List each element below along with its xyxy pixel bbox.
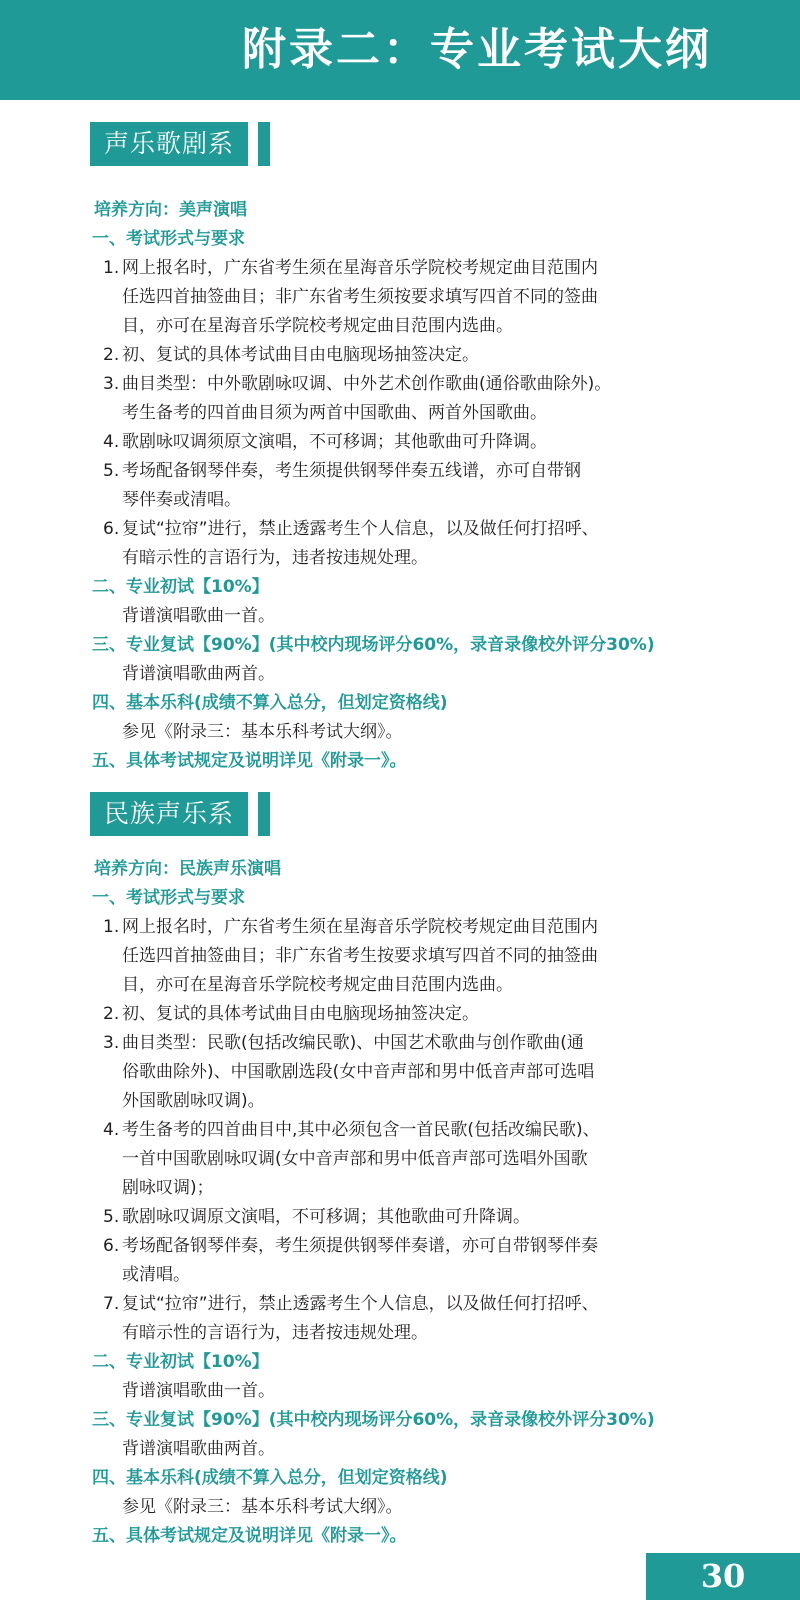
item-number: 6.	[103, 1236, 120, 1256]
item-number: 5.	[103, 1207, 120, 1227]
item-text: 一首中国歌剧咏叹调(女中音声部和男中低音声部可选唱外国歌	[122, 1149, 588, 1169]
item-text: 考生备考的四首曲目须为两首中国歌曲、两首外国歌曲。	[122, 403, 547, 423]
item-number: 3.	[103, 1033, 120, 1053]
heading-exam-rules: 五、具体考试规定及说明详见《附录一》。	[92, 1526, 407, 1546]
item-text: 俗歌曲除外)、中国歌剧选段(女中音声部和男中低音声部可选唱	[122, 1062, 595, 1082]
item-text: 复试“拉帘”进行，禁止透露考生个人信息，以及做任何打招呼、	[122, 1294, 599, 1314]
item-number: 4.	[103, 1120, 120, 1140]
item-text: 网上报名时，广东省考生须在星海音乐学院校考规定曲目范围内	[122, 917, 598, 937]
item-number: 4.	[103, 432, 120, 452]
item-text: 外国歌剧咏叹调)。	[122, 1091, 265, 1111]
item-text: 剧咏叹调)；	[122, 1178, 214, 1198]
page-number: 30	[646, 1553, 800, 1600]
list-item	[0, 255, 800, 339]
item-text: 有暗示性的言语行为，违者按违规处理。	[122, 548, 428, 568]
item-text: 有暗示性的言语行为，违者按违规处理。	[122, 1323, 428, 1343]
preliminary-exam-text: 背谱演唱歌曲一首。	[122, 1381, 275, 1401]
list-item	[0, 1117, 800, 1201]
training-direction: 培养方向：美声演唱	[94, 200, 247, 220]
item-number: 3.	[103, 374, 120, 394]
list-item	[0, 342, 800, 368]
list-item	[0, 458, 800, 513]
item-number: 1.	[103, 917, 120, 937]
item-text: 歌剧咏叹调须原文演唱，不可移调；其他歌曲可升降调。	[122, 432, 547, 452]
department-title: 声乐歌剧系	[90, 122, 248, 166]
list-item	[0, 429, 800, 455]
item-text: 考场配备钢琴伴奏，考生须提供钢琴伴奏五线谱，亦可自带钢	[122, 461, 581, 481]
department-title: 民族声乐系	[90, 792, 248, 836]
heading-exam-rules: 五、具体考试规定及说明详见《附录一》。	[92, 751, 407, 771]
item-number: 1.	[103, 258, 120, 278]
list-item	[0, 1233, 800, 1288]
list-item	[0, 371, 800, 426]
heading-preliminary-exam: 二、专业初试【10%】	[92, 1352, 269, 1372]
list-item	[0, 914, 800, 998]
item-text: 曲目类型：中外歌剧咏叹调、中外艺术创作歌曲(通俗歌曲除外)。	[122, 374, 612, 394]
final-exam-text: 背谱演唱歌曲两首。	[122, 664, 275, 684]
basic-music-text: 参见《附录三：基本乐科考试大纲》。	[122, 722, 403, 742]
item-text: 初、复试的具体考试曲目由电脑现场抽签决定。	[122, 1004, 479, 1024]
page-header	[0, 0, 800, 100]
preliminary-exam-text: 背谱演唱歌曲一首。	[122, 606, 275, 626]
heading-exam-format: 一、考试形式与要求	[92, 229, 245, 249]
list-item	[0, 1030, 800, 1114]
item-text: 歌剧咏叹调原文演唱，不可移调；其他歌曲可升降调。	[122, 1207, 530, 1227]
final-exam-text: 背谱演唱歌曲两首。	[122, 1439, 275, 1459]
list-item	[0, 516, 800, 571]
basic-music-text: 参见《附录三：基本乐科考试大纲》。	[122, 1497, 403, 1517]
heading-exam-format: 一、考试形式与要求	[92, 888, 245, 908]
item-text: 或清唱。	[122, 1265, 190, 1285]
heading-final-exam: 三、专业复试【90%】(其中校内现场评分60%，录音录像校外评分30%)	[92, 1410, 655, 1430]
list-item	[0, 1204, 800, 1230]
item-text: 考生备考的四首曲目中,其中必须包含一首民歌(包括改编民歌)、	[122, 1120, 600, 1140]
training-direction: 培养方向：民族声乐演唱	[94, 859, 281, 879]
department-tag-bar	[258, 122, 270, 166]
item-text: 复试“拉帘”进行，禁止透露考生个人信息，以及做任何打招呼、	[122, 519, 599, 539]
item-text: 网上报名时，广东省考生须在星海音乐学院校考规定曲目范围内	[122, 258, 598, 278]
item-text: 初、复试的具体考试曲目由电脑现场抽签决定。	[122, 345, 479, 365]
item-text: 目，亦可在星海音乐学院校考规定曲目范围内选曲。	[122, 975, 513, 995]
list-item	[0, 1291, 800, 1346]
item-text: 任选四首抽签曲目；非广东省考生按要求填写四首不同的抽签曲	[122, 946, 598, 966]
item-number: 6.	[103, 519, 120, 539]
item-number: 2.	[103, 1004, 120, 1024]
heading-final-exam: 三、专业复试【90%】(其中校内现场评分60%，录音录像校外评分30%)	[92, 635, 655, 655]
page-title: 附录二：专业考试大纲	[242, 24, 712, 75]
item-text: 考场配备钢琴伴奏，考生须提供钢琴伴奏谱，亦可自带钢琴伴奏	[122, 1236, 598, 1256]
item-text: 曲目类型：民歌(包括改编民歌)、中国艺术歌曲与创作歌曲(通	[122, 1033, 584, 1053]
section-vocal-opera	[0, 197, 800, 777]
section-folk-vocal	[0, 856, 800, 1552]
item-text: 琴伴奏或清唱。	[122, 490, 241, 510]
item-text: 任选四首抽签曲目；非广东省考生须按要求填写四首不同的签曲	[122, 287, 598, 307]
item-number: 2.	[103, 345, 120, 365]
heading-basic-music: 四、基本乐科(成绩不算入总分，但划定资格线)	[92, 1468, 448, 1488]
item-number: 5.	[103, 461, 120, 481]
heading-basic-music: 四、基本乐科(成绩不算入总分，但划定资格线)	[92, 693, 448, 713]
item-number: 7.	[103, 1294, 120, 1314]
heading-preliminary-exam: 二、专业初试【10%】	[92, 577, 269, 597]
list-item	[0, 1001, 800, 1027]
department-tag-bar	[258, 792, 270, 836]
item-text: 目，亦可在星海音乐学院校考规定曲目范围内选曲。	[122, 316, 513, 336]
